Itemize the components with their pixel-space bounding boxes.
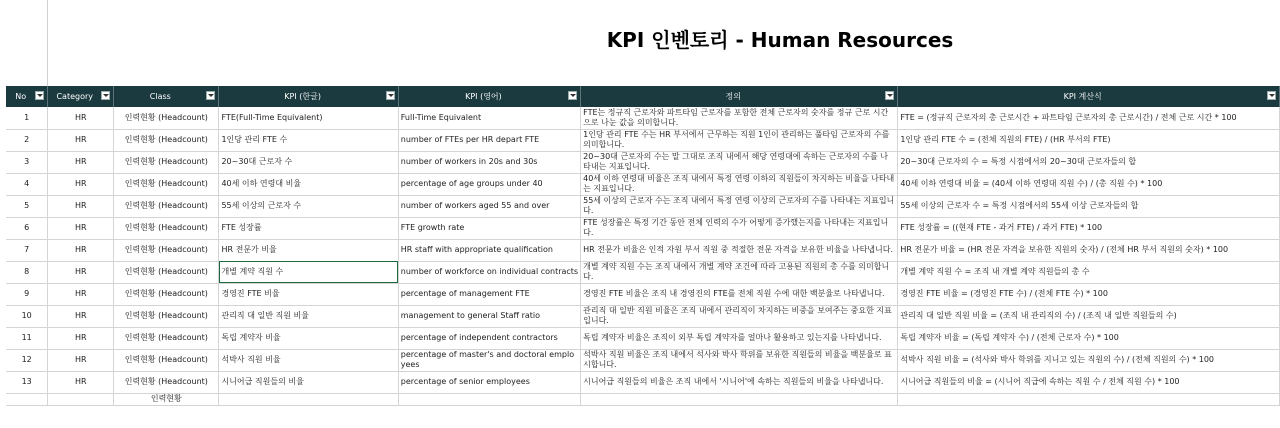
cell-kpi-kr[interactable]: 독립 계약자 비율 <box>219 327 398 349</box>
filter-dropdown-icon[interactable] <box>386 91 395 100</box>
cell-class[interactable]: 인력현황 (Headcount) <box>114 173 219 195</box>
cell-formula[interactable]: 관리직 대 일반 직원 비율 = (조직 내 관리직의 수) / (조직 내 일반 직원들의 수) <box>898 305 1280 327</box>
cell-formula[interactable]: HR 전문가 비율 = (HR 전문 자격을 보유한 직원의 숫자) / (전체 HR 부서 직원의 숫자) * 100 <box>898 239 1280 261</box>
cell-kpi-en[interactable]: number of workforce on individual contracts <box>398 261 580 283</box>
table-row <box>6 173 1280 195</box>
cell-definition[interactable] <box>581 393 898 405</box>
cell-class[interactable]: 인력현황 (Headcount) <box>114 107 219 129</box>
cell-definition[interactable]: 55세 이상의 근로자 수는 조직 내에서 특정 연령 이상의 근로자의 수를 나타내는 지표입니다. <box>581 195 898 217</box>
cell-kpi-en[interactable]: number of workers in 20s and 30s <box>398 151 580 173</box>
cell-category[interactable]: HR <box>48 371 114 393</box>
cell-definition[interactable]: 개별 계약 직원 수는 조직 내에서 개별 계약 조건에 따라 고용된 직원의 총 수를 의미합니다. <box>581 261 898 283</box>
table-row <box>6 151 1280 173</box>
header-category: Category <box>48 86 114 107</box>
cell-category[interactable]: HR <box>48 305 114 327</box>
cell-formula[interactable]: 석박사 직원 비율 = (석사와 박사 학위를 지니고 있는 직원의 수) / (전체 직원의 수) * 100 <box>898 349 1280 371</box>
cell-definition[interactable]: 40세 이하 연령대 비율은 조직 내에서 특정 연령 이하의 직원들이 차지하는 비율을 나타내는 지표입니다. <box>581 173 898 195</box>
cell-class[interactable]: 인력현황 (Headcount) <box>114 151 219 173</box>
cell-definition[interactable]: 1인당 관리 FTE 수는 HR 부서에서 근무하는 직원 1인이 관리하는 풀타임 근로자의 수를 의미합니다. <box>581 129 898 151</box>
cell-kpi-en[interactable]: percentage of independent contractors <box>398 327 580 349</box>
cell-no[interactable]: 11 <box>6 327 48 349</box>
cell-kpi-kr[interactable]: FTE(Full-Time Equivalent) <box>219 107 398 129</box>
cell-formula[interactable] <box>898 393 1280 405</box>
page-title: KPI 인벤토리 - Human Resources <box>606 28 954 52</box>
cell-category[interactable]: HR <box>48 129 114 151</box>
cell-kpi-en[interactable]: number of workers aged 55 and over <box>398 195 580 217</box>
table-row <box>6 129 1280 151</box>
cell-kpi-en[interactable]: management to general Staff ratio <box>398 305 580 327</box>
table-row <box>6 327 1280 349</box>
cell-kpi-en[interactable]: Full-Time Equivalent <box>398 107 580 129</box>
cell-category[interactable]: HR <box>48 349 114 371</box>
cell-class[interactable]: 인력현황 (Headcount) <box>114 349 219 371</box>
cell-category[interactable]: HR <box>48 261 114 283</box>
table-row <box>6 195 1280 217</box>
table-row <box>6 393 1280 405</box>
cell-formula[interactable]: 개별 계약 직원 수 = 조직 내 개별 계약 직원들의 총 수 <box>898 261 1280 283</box>
cell-definition[interactable]: 경영진 FTE 비율은 조직 내 경영진의 FTE를 전체 직원 수에 대한 백분율로 나타냅니다. <box>581 283 898 305</box>
cell-category[interactable]: HR <box>48 327 114 349</box>
cell-formula[interactable]: 40세 이하 연령대 비율 = (40세 이하 연령대 직원 수) / (총 직원 수) * 100 <box>898 173 1280 195</box>
cell-kpi-kr[interactable]: 40세 이하 연령대 비율 <box>219 173 398 195</box>
cell-formula[interactable]: 독립 계약자 비율 = (독립 계약자 수) / (전체 근로자 수) * 100 <box>898 327 1280 349</box>
cell-formula[interactable]: 55세 이상의 근로자 수 = 특정 시점에서의 55세 이상 근로자들의 합 <box>898 195 1280 217</box>
cell-category[interactable]: HR <box>48 107 114 129</box>
cell-kpi-kr-selected[interactable]: 개별 계약 직원 수 <box>219 261 398 283</box>
table-row <box>6 283 1280 305</box>
filter-dropdown-icon[interactable] <box>35 91 44 100</box>
cell-kpi-en[interactable]: percentage of senior employees <box>398 371 580 393</box>
table-row <box>6 371 1280 393</box>
cell-class[interactable]: 인력현황 (Headcount) <box>114 327 219 349</box>
header-no: No <box>6 86 48 107</box>
cell-kpi-kr[interactable]: FTE 성장률 <box>219 217 398 239</box>
cell-kpi-en[interactable]: HR staff with appropriate qualification <box>398 239 580 261</box>
cell-kpi-kr[interactable]: 경영진 FTE 비율 <box>219 283 398 305</box>
cell-kpi-kr[interactable]: HR 전문가 비율 <box>219 239 398 261</box>
filter-dropdown-icon[interactable] <box>568 91 577 100</box>
table-row <box>6 107 1280 129</box>
cell-kpi-kr[interactable] <box>219 393 398 405</box>
cell-class[interactable]: 인력현황 (Headcount) <box>114 217 219 239</box>
cell-class[interactable]: 인력현황 (Headcount) <box>114 305 219 327</box>
cell-kpi-en[interactable]: percentage of age groups under 40 <box>398 173 580 195</box>
cell-definition[interactable]: 시니어급 직원들의 비율은 조직 내에서 '시니어'에 속하는 직원들의 비율을 나타냅니다. <box>581 371 898 393</box>
cell-kpi-en[interactable]: number of FTEs per HR depart FTE <box>398 129 580 151</box>
cell-no[interactable]: 7 <box>6 239 48 261</box>
cell-no[interactable]: 12 <box>6 349 48 371</box>
cell-formula[interactable]: 경영진 FTE 비율 = (경영진 FTE 수) / (전체 FTE 수) * 100 <box>898 283 1280 305</box>
cell-formula[interactable]: FTE = (정규직 근로자의 총 근로시간 + 파트타임 근로자의 총 근로시간) / 전체 근로 시간 * 100 <box>898 107 1280 129</box>
cell-class[interactable]: 인력현황 (Headcount) <box>114 129 219 151</box>
cell-no[interactable]: 9 <box>6 283 48 305</box>
header-formula: KPI 계산식 <box>898 86 1280 107</box>
header-definition: 정의 <box>581 86 898 107</box>
header-kpi-en: KPI (영어) <box>398 86 580 107</box>
cell-kpi-en[interactable]: percentage of master's and doctoral employees <box>398 349 580 371</box>
cell-category[interactable]: HR <box>48 217 114 239</box>
cell-class[interactable]: 인력현황 (Headcount) <box>114 239 219 261</box>
cell-class[interactable]: 인력현황 (Headcount) <box>114 195 219 217</box>
table-row <box>6 305 1280 327</box>
cell-kpi-kr[interactable]: 석박사 직원 비율 <box>219 349 398 371</box>
cell-definition[interactable]: 독립 계약자 비율은 조직이 외부 독립 계약자를 얼마나 활용하고 있는지를 나타냅니다. <box>581 327 898 349</box>
cell-formula[interactable]: 1인당 관리 FTE 수 = (전체 직원의 FTE) / (HR 부서의 FTE) <box>898 129 1280 151</box>
cell-class[interactable]: 인력현황 (Headcount) <box>114 371 219 393</box>
cell-no[interactable]: 1 <box>6 107 48 129</box>
cell-no[interactable]: 2 <box>6 129 48 151</box>
kpi-table <box>6 86 1280 406</box>
table-row <box>6 217 1280 239</box>
cell-kpi-kr[interactable]: 관리직 대 일반 직원 비율 <box>219 305 398 327</box>
table-row <box>6 239 1280 261</box>
table-row <box>6 261 1280 283</box>
cell-definition[interactable]: 관리직 대 일반 직원 비율은 조직 내에서 관리직이 차지하는 비중을 보여주는 중요한 지표입니다. <box>581 305 898 327</box>
cell-definition[interactable]: 20~30대 근로자의 수는 말 그대로 조직 내에서 해당 연령대에 속하는 근로자의 수를 나타내는 지표입니다. <box>581 151 898 173</box>
cell-category[interactable] <box>48 393 114 405</box>
cell-category[interactable]: HR <box>48 239 114 261</box>
filter-dropdown-icon[interactable] <box>1267 91 1276 100</box>
cell-no[interactable]: 6 <box>6 217 48 239</box>
cell-kpi-kr[interactable]: 1인당 관리 FTE 수 <box>219 129 398 151</box>
cell-class[interactable]: 인력현황 (Headcount) <box>114 261 219 283</box>
cell-kpi-en[interactable]: FTE growth rate <box>398 217 580 239</box>
cell-category[interactable]: HR <box>48 283 114 305</box>
filter-dropdown-icon[interactable] <box>206 91 215 100</box>
cell-no[interactable]: 5 <box>6 195 48 217</box>
table-row <box>6 349 1280 371</box>
header-kpi-kr: KPI (한글) <box>219 86 398 107</box>
cell-kpi-kr[interactable]: 20~30대 근로자 수 <box>219 151 398 173</box>
cell-class[interactable]: 인력현황 (Headcount) <box>114 283 219 305</box>
cell-no[interactable]: 8 <box>6 261 48 283</box>
cell-kpi-en[interactable]: percentage of management FTE <box>398 283 580 305</box>
cell-definition[interactable]: 석박사 직원 비율은 조직 내에서 석사와 박사 학위를 보유한 직원들의 비율을 백분율로 표시합니다. <box>581 349 898 371</box>
cell-category[interactable]: HR <box>48 173 114 195</box>
filter-dropdown-icon[interactable] <box>885 91 894 100</box>
cell-definition[interactable]: FTE는 정규직 근로자와 파트타임 근로자를 포함한 전체 근로자의 숫자를 정규 근로 시간으로 나눈 값을 의미합니다. <box>581 107 898 129</box>
cell-formula[interactable]: 20~30대 근로자의 수 = 특정 시점에서의 20~30대 근로자들의 합 <box>898 151 1280 173</box>
cell-kpi-kr[interactable]: 시니어급 직원들의 비율 <box>219 371 398 393</box>
cell-kpi-kr[interactable]: 55세 이상의 근로자 수 <box>219 195 398 217</box>
cell-no[interactable]: 10 <box>6 305 48 327</box>
header-class: Class <box>114 86 219 107</box>
cell-formula[interactable]: 시니어급 직원들의 비율 = (시니어 직급에 속하는 직원 수 / 전체 직원 수) * 100 <box>898 371 1280 393</box>
cell-no[interactable] <box>6 393 48 405</box>
cell-definition[interactable]: HR 전문가 비율은 인적 자원 부서 직원 중 적절한 전문 자격을 보유한 비율을 나타냅니다. <box>581 239 898 261</box>
cell-category[interactable]: HR <box>48 151 114 173</box>
cell-category[interactable]: HR <box>48 195 114 217</box>
cell-no[interactable]: 13 <box>6 371 48 393</box>
cell-class[interactable]: 인력현황 <box>114 393 219 405</box>
cell-kpi-en[interactable] <box>398 393 580 405</box>
cell-formula[interactable]: FTE 성장률 = ((현재 FTE - 과거 FTE) / 과거 FTE) * 100 <box>898 217 1280 239</box>
cell-no[interactable]: 4 <box>6 173 48 195</box>
filter-dropdown-icon[interactable] <box>101 91 110 100</box>
header-row <box>6 86 1280 107</box>
cell-definition[interactable]: FTE 성장률은 특정 기간 동안 전체 인력의 수가 어떻게 증가했는지를 나타내는 지표입니다. <box>581 217 898 239</box>
cell-no[interactable]: 3 <box>6 151 48 173</box>
